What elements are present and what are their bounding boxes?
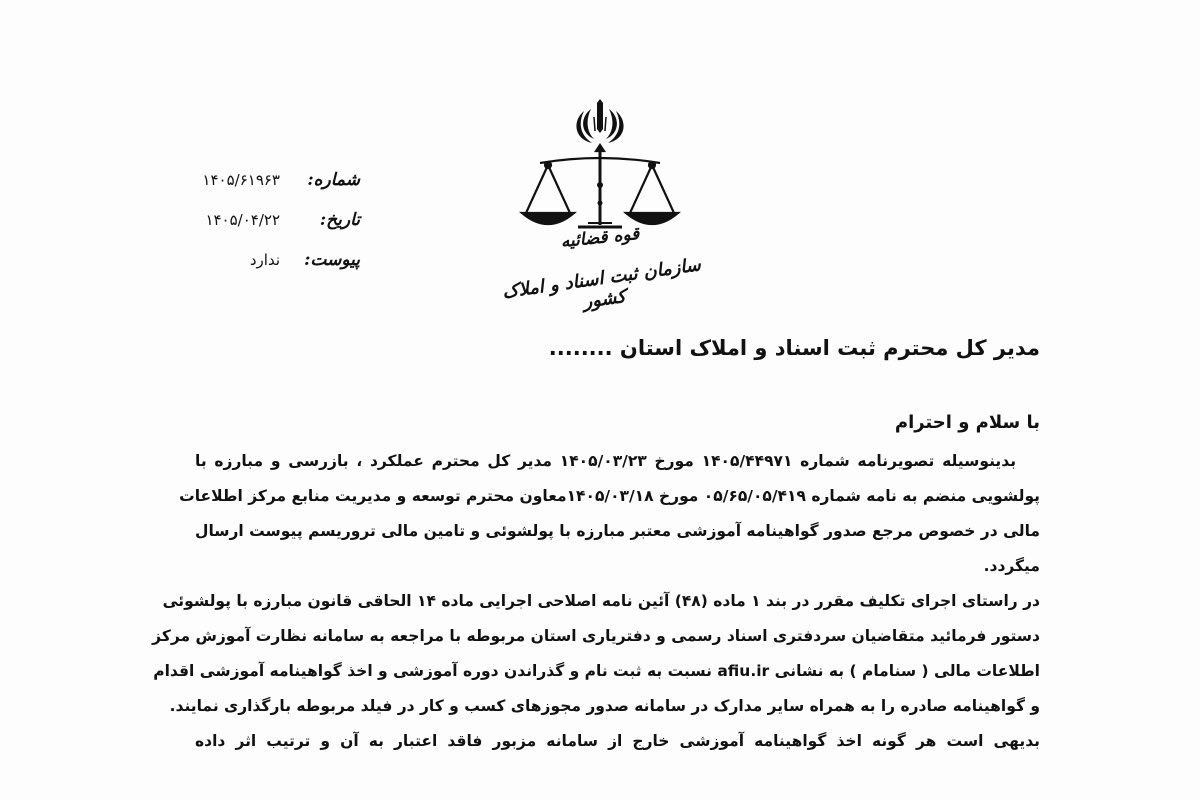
attachment-label: پیوست:: [304, 250, 360, 270]
addressee: مدیر کل محترم ثبت اسناد و املاک استان ........: [548, 336, 1040, 360]
letter-body: [152, 446, 1040, 761]
number-label: شماره:: [307, 170, 360, 190]
body-line: و گواهینامه صادره را به همراه سایر مدارک در سامانه صدور مجوزهای کسب و کار در فیلد مربوطه بارگذاری نمایند.: [169, 697, 1040, 715]
letter-meta: [130, 170, 360, 290]
registry-org-name: سازمان ثبت اسناد و املاک کشور: [501, 254, 703, 313]
attachment-value: ندارد: [249, 251, 280, 269]
body-line: پولشویی منضم به نامه شماره ۰۵/۶۵/۰۵/۴۱۹ مورخ ۱۴۰۵/۰۳/۱۸معاون محترم توسعه و مدیریت منابع مرکز اطلاعات: [179, 487, 1040, 505]
body-line: اطلاعات مالی ( سنامام ) به نشانی afiu.ir نسبت به ثبت نام و گذراندن دوره آموزشی و اخذ گواهینامه آموزشی اقدام: [153, 662, 1040, 680]
meta-date-row: [130, 210, 360, 250]
judiciary-name: قوه قضائیه: [559, 223, 641, 253]
date-value: ۱۴۰۵/۰۴/۲۲: [205, 211, 280, 229]
greeting: با سلام و احترام: [894, 412, 1040, 433]
number-value: ۱۴۰۵/۶۱۹۶۳: [202, 171, 280, 189]
body-line: مالی در خصوص مرجع صدور گواهینامه آموزشی معتبر مبارزه با پولشوئی و تامین مالی تروریسم پیوست ارسال: [195, 522, 1040, 540]
body-line: بدیهی است هر گونه اخذ گواهینامه آموزشی خارج از سامانه مزبور فاقد اعتبار به آن و ترتیب اثر داده: [195, 732, 1040, 750]
body-line: دستور فرمائید متقاضیان سردفتری اسناد رسمی و دفتریاری استان مربوطه با مراجعه به سامانه نظارت آموزش مرکز: [152, 627, 1040, 645]
body-line: بدینوسیله تصویرنامه شماره ۱۴۰۵/۴۴۹۷۱ مورخ ۱۴۰۵/۰۳/۲۳ مدیر کل محترم عملکرد ، بازرسی و مبارزه با: [195, 452, 1017, 470]
body-line: میگردد.: [983, 557, 1040, 575]
meta-number-row: [130, 170, 360, 210]
meta-attachment-row: [130, 250, 360, 290]
date-label: تاریخ:: [319, 210, 360, 230]
body-line: در راستای اجرای تکلیف مقرر در بند ۱ ماده (۴۸) آئین نامه اصلاحی اجرایی ماده ۱۴ الحاقی قانون مبارزه با پولشوئی: [162, 592, 1040, 610]
